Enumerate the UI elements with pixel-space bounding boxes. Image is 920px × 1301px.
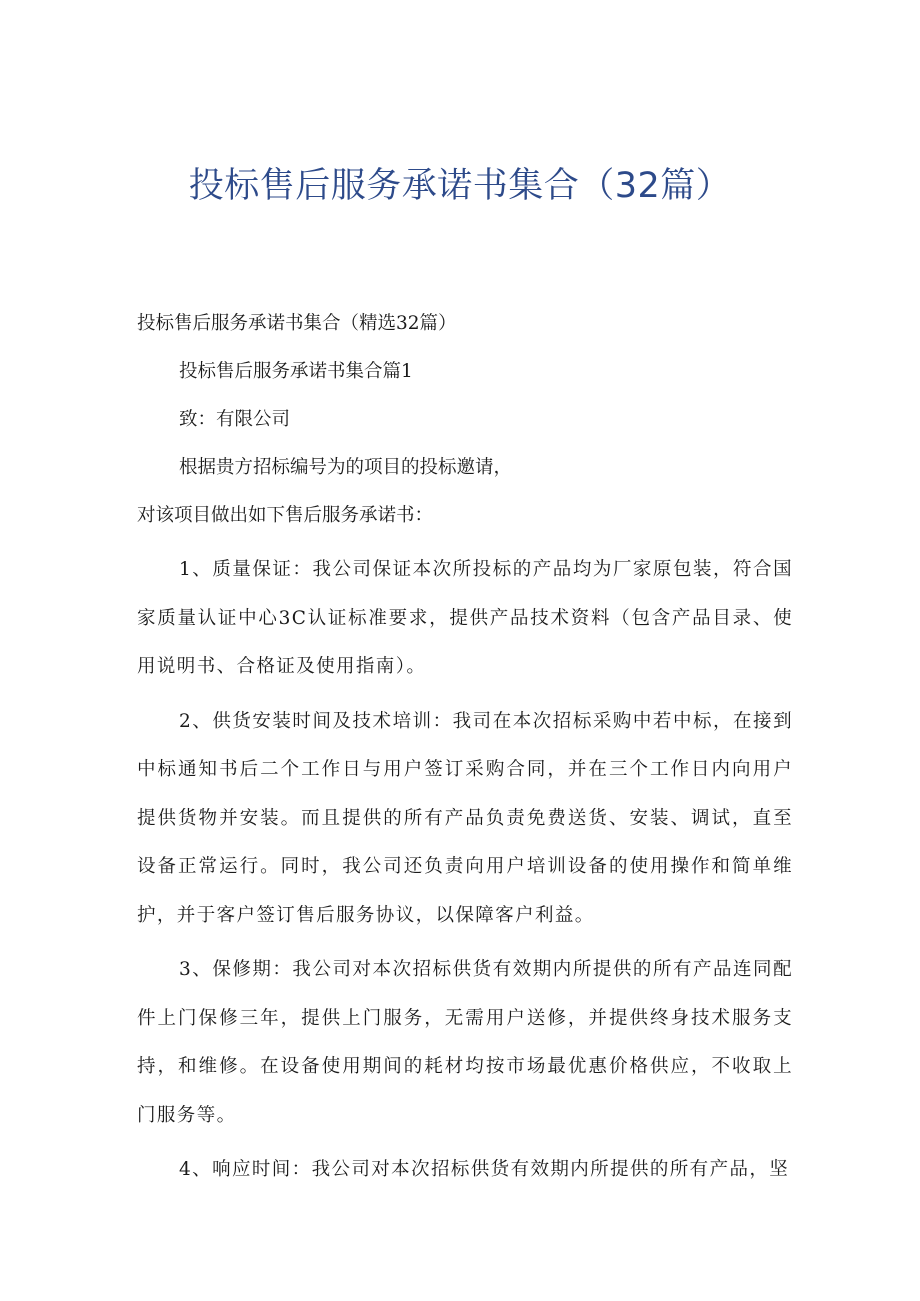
document-subtitle: 投标售后服务承诺书集合（精选32篇） [137, 313, 457, 334]
paragraph-response: 4、响应时间：我公司对本次招标供货有效期内所提供的所有产品，坚 [179, 1159, 790, 1180]
document-body [137, 300, 793, 1195]
document-title: 投标售后服务承诺书集合（32篇） [188, 166, 732, 206]
paragraph-quality: 1、质量保证：我公司保证本次所投标的产品均为厂家原包装，符合国家质量认证中心3C认证标准要求，提供产品技术资料（包含产品目录、使用说明书、合格证及使用指南）。 [137, 559, 793, 677]
section-heading: 投标售后服务承诺书集合篇1 [179, 361, 413, 382]
paragraph-warranty: 3、保修期：我公司对本次招标供货有效期内所提供的所有产品连同配件上门保修三年，提供上门服务，无需用户送修，并提供终身技术服务支持，和维修。在设备使用期间的耗材均按市场最优惠价格供应，不收取上门服务等。 [137, 959, 793, 1126]
salutation: 致：有限公司 [179, 409, 291, 430]
paragraph-delivery: 2、供货安装时间及技术培训：我司在本次招标采购中若中标，在接到中标通知书后二个工作日与用户签订采购合同，并在三个工作日内向用户提供货物并安装。而且提供的所有产品负责免费送货、安装、调试，直至设备正常运行。同时，我公司还负责向用户培训设备的使用操作和简单维护，并于客户签订售后服务协议，以保障客户利益。 [137, 710, 793, 926]
intro-line: 根据贵方招标编号为的项目的投标邀请， [179, 457, 513, 478]
intro-line: 对该项目做出如下售后服务承诺书： [137, 505, 434, 526]
